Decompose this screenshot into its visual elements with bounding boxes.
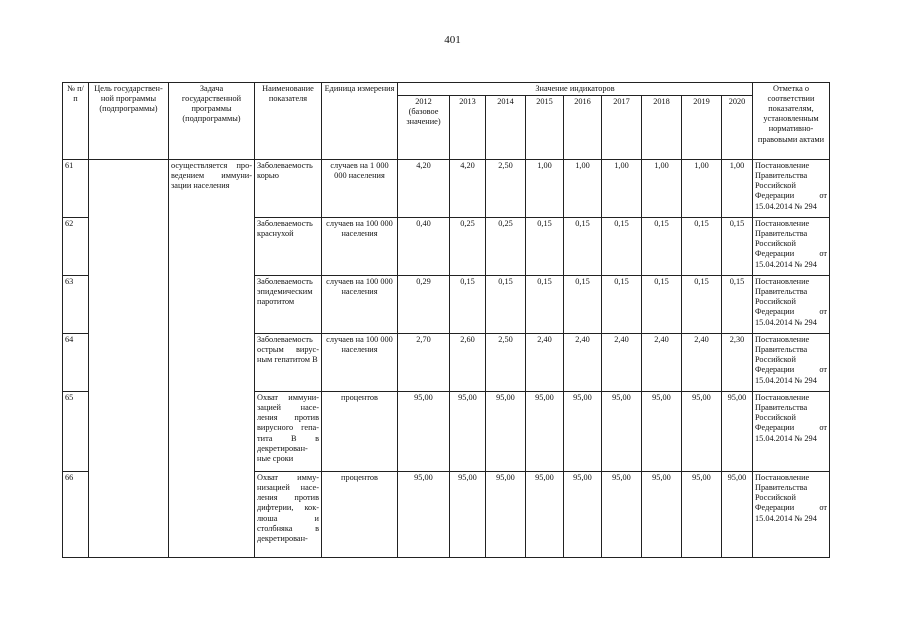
table-row	[63, 472, 830, 558]
value-cell: 95,00	[602, 392, 642, 472]
value-cell: 95,00	[450, 472, 486, 558]
value-cell: 0,15	[564, 276, 602, 334]
header-unit: Единица измерения	[322, 83, 398, 160]
value-cell: 1,00	[526, 160, 564, 218]
header-task: Задача государственной программы (подпрограммы)	[169, 83, 255, 160]
value-cell: 95,00	[564, 472, 602, 558]
indicator-name: Заболеваемость краснухой	[255, 218, 322, 276]
value-cell: 2,40	[682, 334, 722, 392]
indicator-name: Заболеваемость эпидемическим паротитом	[255, 276, 322, 334]
table-row	[63, 392, 830, 472]
value-cell: 0,25	[486, 218, 526, 276]
value-cell: 0,40	[398, 218, 450, 276]
value-cell: 95,00	[564, 392, 602, 472]
header-values-group: Значение индикаторов	[398, 83, 753, 96]
value-cell: 0,15	[602, 276, 642, 334]
value-cell: 2,40	[526, 334, 564, 392]
row-number: 64	[63, 334, 89, 392]
note-cell: Постановление Правительства Российской Федерации от 15.04.2014 № 294	[753, 276, 830, 334]
indicators-table	[62, 82, 830, 558]
goal-cell	[89, 160, 169, 218]
value-cell: 0,15	[642, 218, 682, 276]
table-row	[63, 334, 830, 392]
page-number: 401	[444, 34, 461, 46]
value-cell: 1,00	[602, 160, 642, 218]
value-cell: 0,29	[398, 276, 450, 334]
indicator-name: Заболеваемость острым вирус-ным гепатитом В	[255, 334, 322, 392]
goal-cell	[89, 392, 169, 472]
header-year: 2017	[602, 96, 642, 160]
value-cell: 4,20	[398, 160, 450, 218]
value-cell: 0,15	[682, 218, 722, 276]
task-cell	[169, 392, 255, 472]
value-cell: 0,15	[722, 276, 753, 334]
value-cell: 0,15	[564, 218, 602, 276]
table-row	[63, 218, 830, 276]
value-cell: 95,00	[486, 392, 526, 472]
header-year: 2019	[682, 96, 722, 160]
value-cell: 95,00	[450, 392, 486, 472]
header-goal: Цель государствен-ной программы (подпрограммы)	[89, 83, 169, 160]
value-cell: 0,15	[722, 218, 753, 276]
goal-cell	[89, 218, 169, 276]
note-cell: Постановление Правительства Российской Федерации от 15.04.2014 № 294	[753, 160, 830, 218]
indicator-name: Заболеваемость корью	[255, 160, 322, 218]
value-cell: 1,00	[722, 160, 753, 218]
value-cell: 95,00	[526, 392, 564, 472]
value-cell: 2,70	[398, 334, 450, 392]
value-cell: 2,40	[602, 334, 642, 392]
task-cell	[169, 472, 255, 558]
value-cell: 95,00	[722, 392, 753, 472]
value-cell: 95,00	[642, 472, 682, 558]
value-cell: 95,00	[398, 392, 450, 472]
header-year: 2013	[450, 96, 486, 160]
indicator-name: Охват иммуни-зацией насе-ления против вирусного гепа-тита В в декретирован-ные сроки	[255, 392, 322, 472]
value-cell: 1,00	[682, 160, 722, 218]
task-cell	[169, 218, 255, 276]
value-cell: 0,15	[602, 218, 642, 276]
value-cell: 95,00	[642, 392, 682, 472]
value-cell: 0,15	[526, 218, 564, 276]
row-number: 61	[63, 160, 89, 218]
task-cell	[169, 276, 255, 334]
value-cell: 95,00	[722, 472, 753, 558]
value-cell: 0,15	[486, 276, 526, 334]
note-cell: Постановление Правительства Российской Федерации от 15.04.2014 № 294	[753, 218, 830, 276]
header-year: 2016	[564, 96, 602, 160]
header-indicator: Наименование показателя	[255, 83, 322, 160]
note-cell: Постановление Правительства Российской Федерации от 15.04.2014 № 294	[753, 392, 830, 472]
value-cell: 0,15	[642, 276, 682, 334]
value-cell: 95,00	[526, 472, 564, 558]
value-cell: 95,00	[682, 472, 722, 558]
value-cell: 1,00	[642, 160, 682, 218]
row-number: 65	[63, 392, 89, 472]
unit-cell: случаев на 100 000 населения	[322, 276, 398, 334]
note-cell: Постановление Правительства Российской Федерации от 15.04.2014 № 294	[753, 472, 830, 558]
value-cell: 2,50	[486, 160, 526, 218]
header-note: Отметка о соответствии показателям, установленным нормативно-правовыми актами	[753, 83, 830, 160]
value-cell: 0,15	[450, 276, 486, 334]
value-cell: 95,00	[682, 392, 722, 472]
value-cell: 4,20	[450, 160, 486, 218]
value-cell: 2,40	[642, 334, 682, 392]
header-year: 2018	[642, 96, 682, 160]
note-cell: Постановление Правительства Российской Федерации от 15.04.2014 № 294	[753, 334, 830, 392]
row-number: 62	[63, 218, 89, 276]
task-cell: осуществляется про-ведением иммуни-зации населения	[169, 160, 255, 218]
task-cell	[169, 334, 255, 392]
header-year: 2020	[722, 96, 753, 160]
value-cell: 0,25	[450, 218, 486, 276]
value-cell: 0,15	[526, 276, 564, 334]
value-cell: 0,15	[682, 276, 722, 334]
goal-cell	[89, 334, 169, 392]
unit-cell: процентов	[322, 472, 398, 558]
table-row	[63, 276, 830, 334]
row-number: 66	[63, 472, 89, 558]
unit-cell: случаев на 100 000 населения	[322, 334, 398, 392]
unit-cell: случаев на 1 000 000 населения	[322, 160, 398, 218]
value-cell: 1,00	[564, 160, 602, 218]
value-cell: 95,00	[486, 472, 526, 558]
indicator-name: Охват имму-низацией насе-ления против дифтерии, кок-люша и столбняка в декретирован-	[255, 472, 322, 558]
unit-cell: процентов	[322, 392, 398, 472]
value-cell: 2,60	[450, 334, 486, 392]
goal-cell	[89, 472, 169, 558]
header-year-2012: 2012 (базовое значение)	[398, 96, 450, 160]
unit-cell: случаев на 100 000 населения	[322, 218, 398, 276]
value-cell: 2,30	[722, 334, 753, 392]
value-cell: 2,40	[564, 334, 602, 392]
table-row	[63, 160, 830, 218]
header-num: № п/п	[63, 83, 89, 160]
header-year: 2014	[486, 96, 526, 160]
goal-cell	[89, 276, 169, 334]
header-year: 2015	[526, 96, 564, 160]
row-number: 63	[63, 276, 89, 334]
value-cell: 2,50	[486, 334, 526, 392]
value-cell: 95,00	[398, 472, 450, 558]
value-cell: 95,00	[602, 472, 642, 558]
